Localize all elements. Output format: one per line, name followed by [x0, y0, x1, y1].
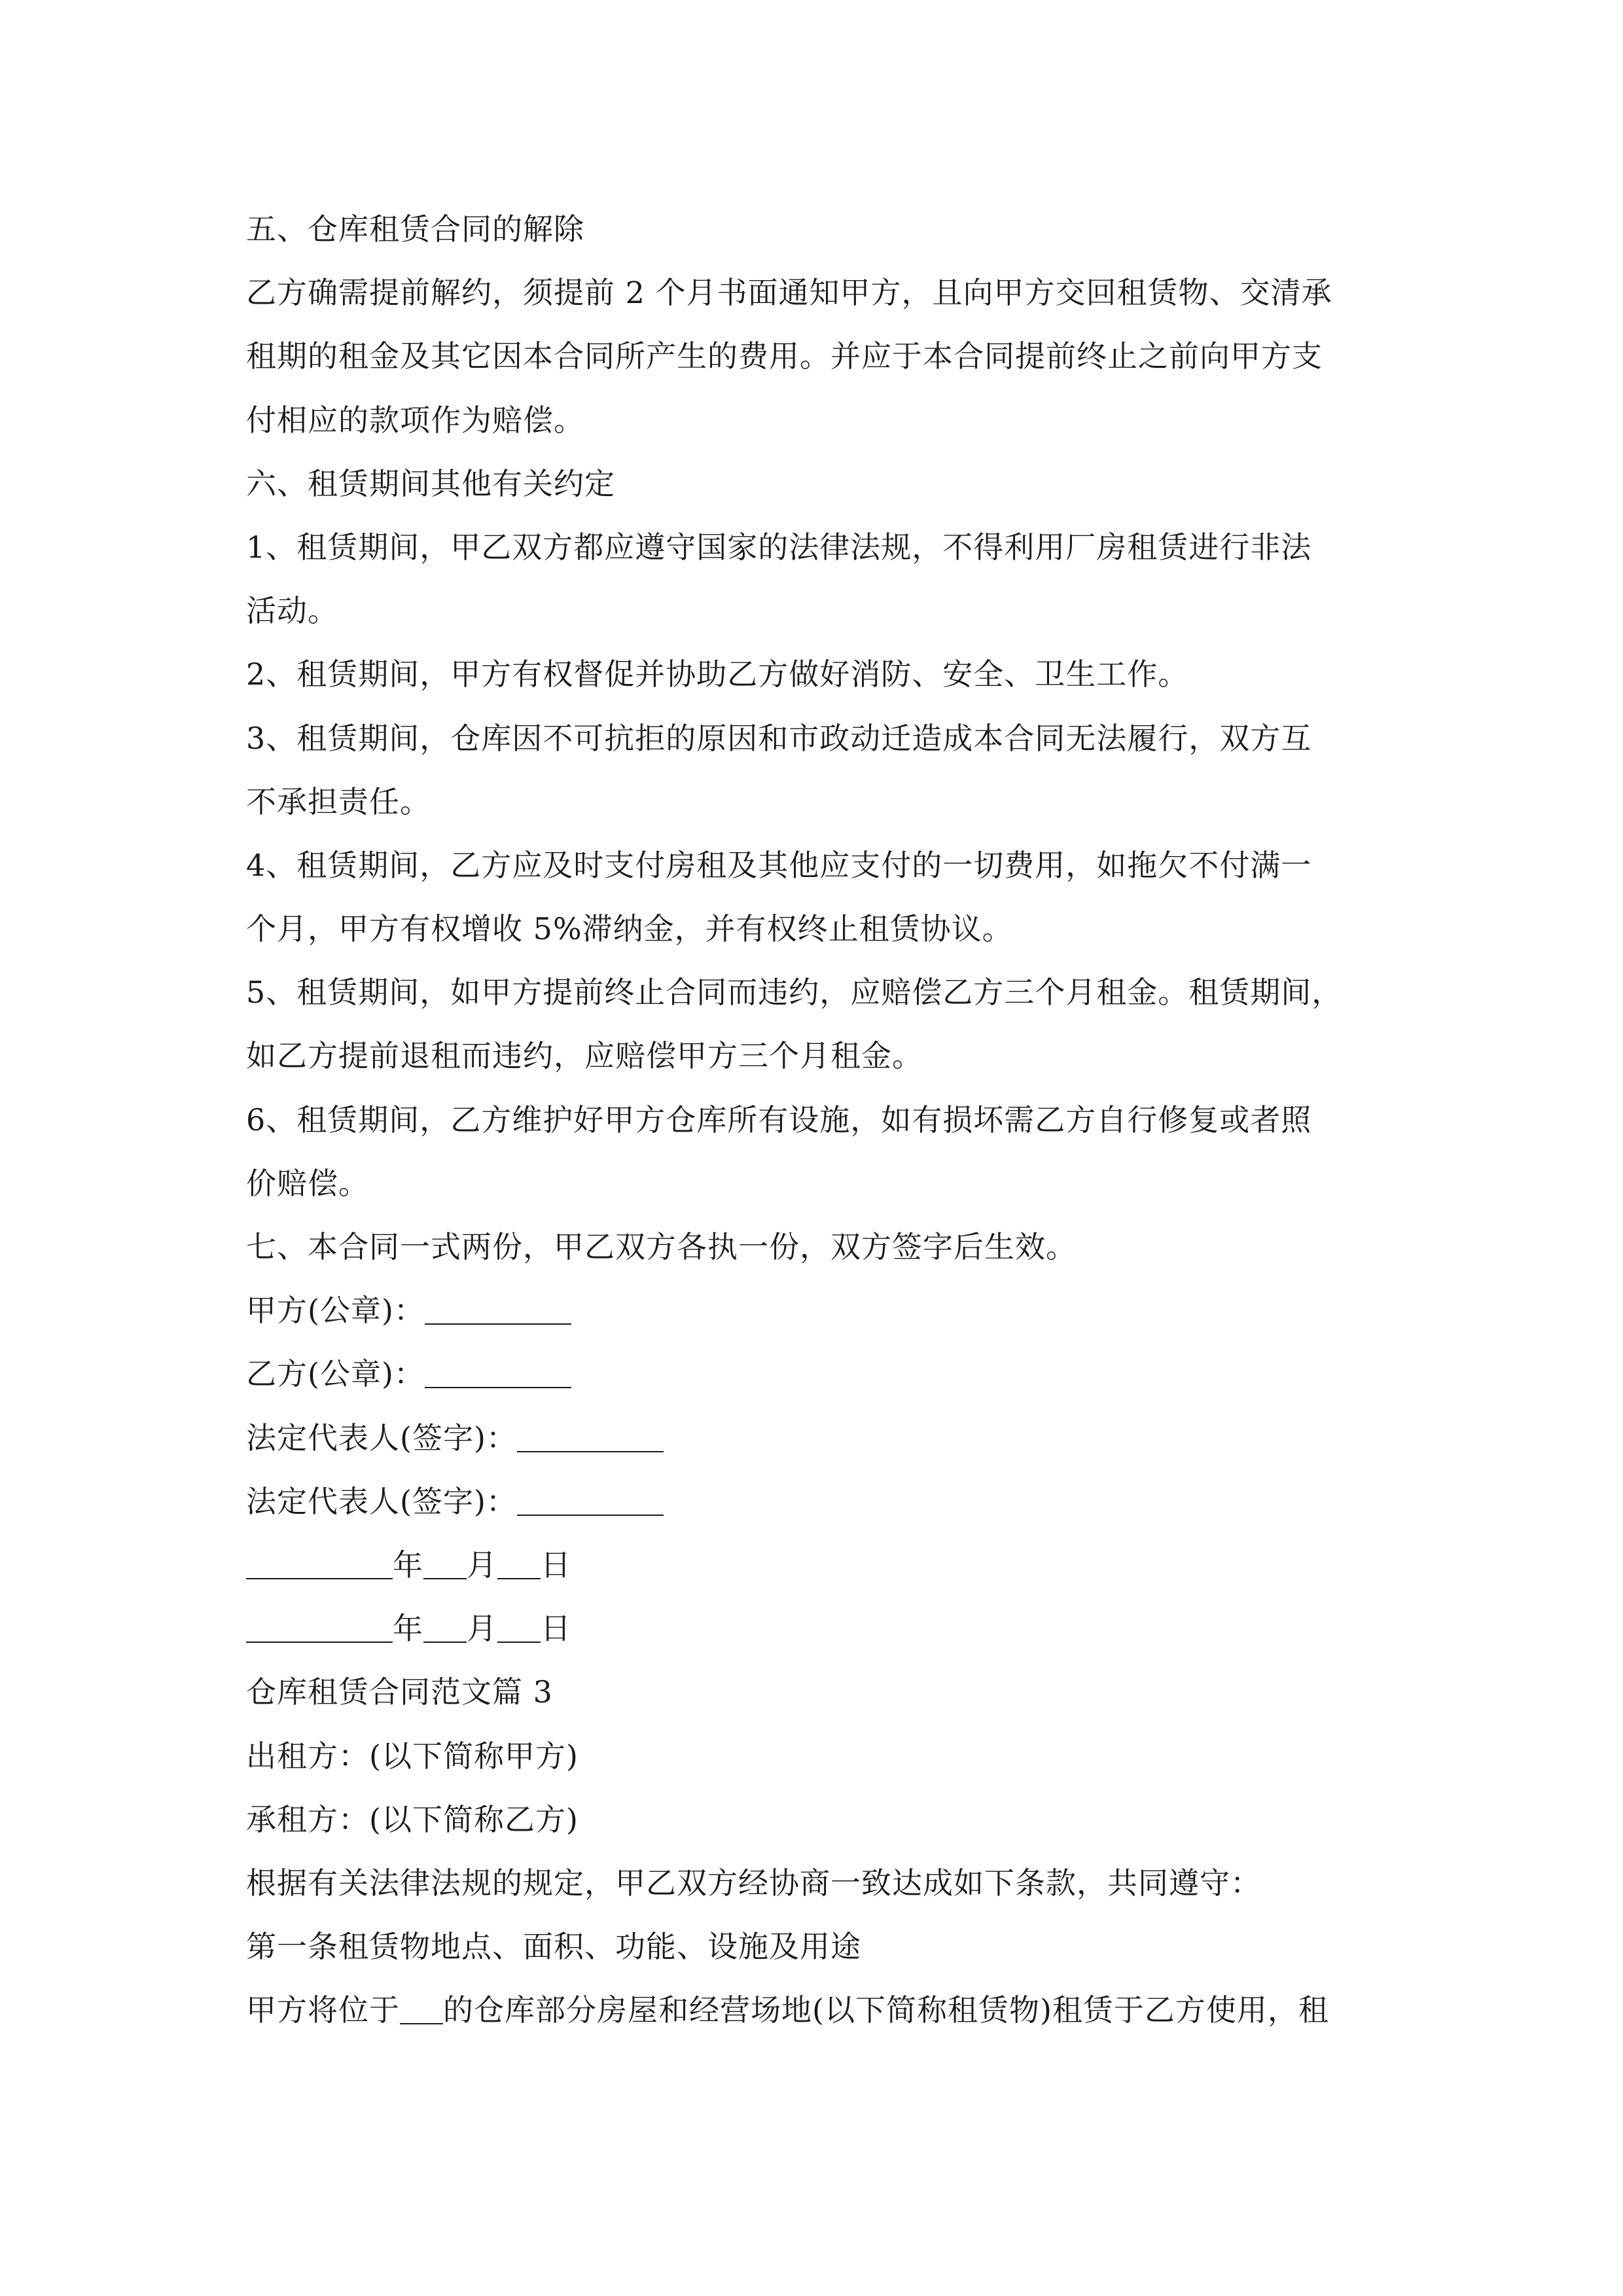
paragraph-line: 根据有关法律法规的规定，甲乙双方经协商一致达成如下条款，共同遵守：	[246, 1865, 1261, 1901]
document-body	[246, 198, 1385, 2042]
signature-blank	[425, 1361, 571, 1388]
signature-label: 法定代表人(签字)：	[246, 1483, 517, 1519]
signature-line-party-a	[246, 1279, 1385, 1342]
paragraph-line: 付相应的款项作为赔偿。	[246, 402, 584, 438]
day-label: 日	[541, 1547, 571, 1583]
text-fragment: 的仓库部分房屋和经营场地(以下简称租赁物)租赁于乙方使用，租	[443, 1992, 1329, 2028]
paragraph-line: 租期的租金及其它因本合同所产生的费用。并应于本合同提前终止之前向甲方支	[246, 338, 1323, 374]
signature-label: 甲方(公章)：	[246, 1293, 425, 1329]
article-heading: 第一条租赁物地点、面积、功能、设施及用途	[246, 1929, 861, 1965]
paragraph-line: 如乙方提前退租而违约，应赔偿甲方三个月租金。	[246, 1038, 923, 1074]
section-heading: 七、本合同一式两份，甲乙双方各执一份，双方签字后生效。	[246, 1229, 1077, 1265]
text-fragment: 甲方将位于	[246, 1992, 400, 2028]
paragraph-line: 个月，甲方有权增收 5%滞纳金，并有权终止租赁协议。	[246, 911, 1013, 947]
section-heading: 五、仓库租赁合同的解除	[246, 211, 584, 247]
lessor-line: 出租方：(以下简称甲方)	[246, 1738, 579, 1774]
month-label: 月	[467, 1611, 497, 1647]
paragraph-line: 活动。	[246, 593, 338, 629]
year-label: 年	[393, 1547, 423, 1583]
date-line	[246, 1597, 1385, 1660]
paragraph-line: 2、租赁期间，甲方有权督促并协助乙方做好消防、安全、卫生工作。	[246, 656, 1189, 692]
date-line	[246, 1534, 1385, 1597]
paragraph-line: 不承担责任。	[246, 783, 431, 819]
section-heading: 六、租赁期间其他有关约定	[246, 465, 615, 501]
month-blank	[423, 1552, 467, 1579]
year-blank	[246, 1552, 393, 1579]
paragraph-line: 4、租赁期间，乙方应及时支付房租及其他应支付的一切费用，如拖欠不付满一	[246, 847, 1312, 883]
month-label: 月	[467, 1547, 497, 1583]
signature-label: 乙方(公章)：	[246, 1356, 425, 1392]
paragraph-line: 1、租赁期间，甲乙双方都应遵守国家的法律法规，不得利用厂房租赁进行非法	[246, 529, 1312, 565]
signature-blank	[517, 1488, 664, 1516]
document-title: 仓库租赁合同范文篇 3	[246, 1674, 553, 1710]
paragraph-line: 6、租赁期间，乙方维护好甲方仓库所有设施，如有损坏需乙方自行修复或者照	[246, 1102, 1312, 1138]
day-blank	[497, 1552, 541, 1579]
year-blank	[246, 1615, 393, 1643]
day-blank	[497, 1615, 541, 1643]
day-label: 日	[541, 1611, 571, 1647]
location-blank	[400, 1997, 443, 2024]
year-label: 年	[393, 1611, 423, 1647]
paragraph-line: 5、租赁期间，如甲方提前终止合同而违约，应赔偿乙方三个月租金。租赁期间，	[246, 975, 1343, 1011]
signature-line-legal-rep-1	[246, 1407, 1385, 1470]
month-blank	[423, 1615, 467, 1643]
paragraph-line	[246, 1979, 1385, 2042]
signature-line-party-b	[246, 1342, 1385, 1406]
signature-label: 法定代表人(签字)：	[246, 1420, 517, 1456]
lessee-line: 承租方：(以下简称乙方)	[246, 1801, 579, 1837]
signature-blank	[517, 1425, 664, 1452]
paragraph-line: 乙方确需提前解约，须提前 2 个月书面通知甲方，且向甲方交回租赁物、交清承	[246, 275, 1332, 311]
paragraph-line: 3、租赁期间，仓库因不可抗拒的原因和市政动迁造成本合同无法履行，双方互	[246, 720, 1312, 756]
signature-blank	[425, 1297, 571, 1325]
paragraph-line: 价赔偿。	[246, 1165, 369, 1201]
signature-line-legal-rep-2	[246, 1470, 1385, 1534]
